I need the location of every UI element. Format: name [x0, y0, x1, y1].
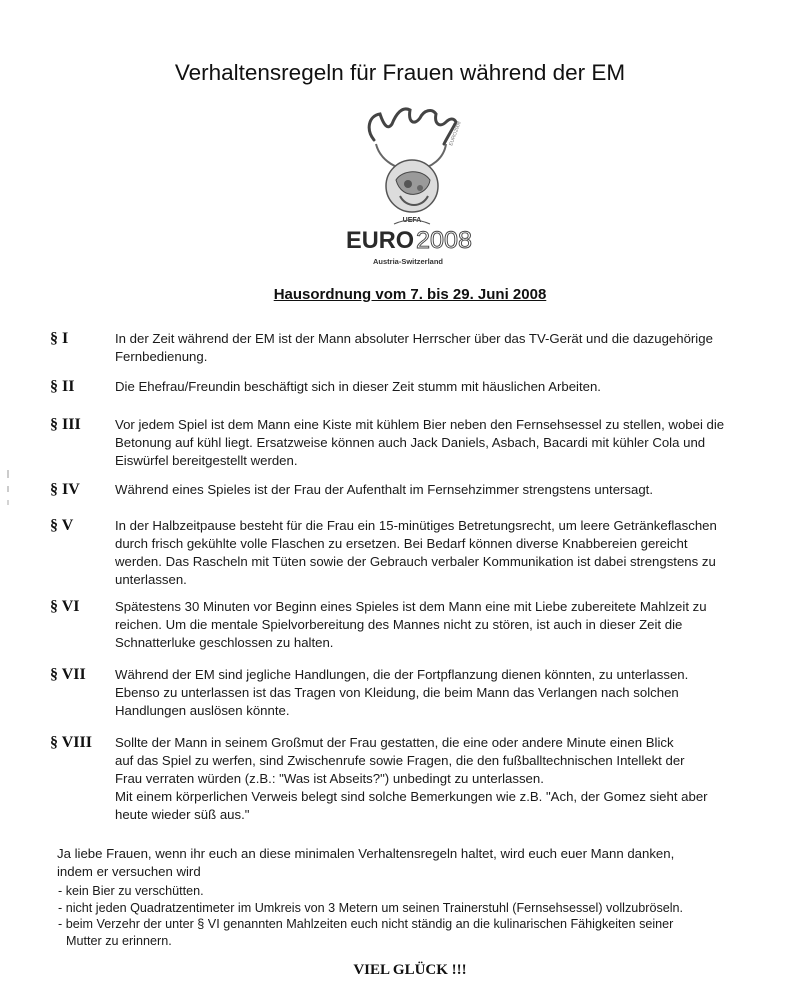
rule-line: Die Ehefrau/Freundin beschäftigt sich in dieser Zeit stumm mit häuslichen Arbeiten. — [115, 379, 601, 394]
section-heading: Hausordnung vom 7. bis 29. Juni 2008 — [273, 286, 547, 303]
rule-section-number: § VI — [50, 598, 80, 615]
closing-line: indem er versuchen wird — [57, 864, 201, 879]
bullet-item-continuation: Mutter zu erinnern. — [66, 933, 172, 948]
rule-line: Handlungen auslösen könnte. — [115, 703, 290, 718]
rule-line: werden. Das Rascheln mit Tüten sowie der Gebrauch verbaler Kommunikation ist dabei strengstens zu — [115, 554, 716, 569]
logo-uefa-text: UEFA — [402, 217, 422, 224]
rule-line: Spätestens 30 Minuten vor Beginn eines Spieles ist dem Mann eine mit Liebe zubereitete Mahlzeit zu — [115, 599, 707, 614]
rule-text — [115, 734, 800, 824]
euro-2008-logo — [336, 100, 486, 268]
rule-line: durch frisch gekühlte volle Flaschen zu ersetzen. Bei Bedarf können diverse Knabbereien gereicht — [115, 536, 688, 551]
rule-line: Betonung auf kühl liegt. Ersatzweise können auch Jack Daniels, Asbach, Bacardi mit kühler Cola und — [115, 435, 706, 450]
rule-text — [115, 330, 800, 366]
rule-text — [115, 416, 800, 470]
logo-flame-icon — [369, 109, 456, 144]
rule-section-number: § VII — [50, 666, 86, 683]
bullet-item: - nicht jeden Quadratzentimeter im Umkreis von 3 Metern um seinen Trainerstuhl (Fernsehsessel) vollzubröseln. — [58, 900, 684, 915]
rule-section-number: § II — [50, 378, 75, 395]
rule-text — [115, 517, 800, 589]
closing-line: Ja liebe Frauen, wenn ihr euch an diese minimalen Verhaltensregeln haltet, wird euch euer Mann danken, — [57, 846, 675, 861]
signoff: VIEL GLÜCK !!! — [353, 962, 467, 978]
rule-line: Ebenso zu unterlassen ist das Tragen von Kleidung, die beim Mann das Verlangen nach solchen — [115, 685, 679, 700]
rule-section-number: § IV — [50, 481, 80, 498]
svg-text:EURO2008: EURO2008 — [448, 120, 463, 147]
bullet-list — [58, 883, 778, 949]
rule-line: Eiswürfel bereitgestellt werden. — [115, 453, 298, 468]
logo-year-text: 2008 — [416, 227, 472, 254]
rule-line: auf das Spiel zu werfen, sind Zwischenrufe sowie Fragen, die den fußballtechnischen Intellekt der — [115, 753, 685, 768]
rule-line: unterlassen. — [115, 572, 187, 587]
rule-line: Sollte der Mann in seinem Großmut der Frau gestatten, die eine oder andere Minute einen Blick — [115, 735, 674, 750]
rule-line: Frau verraten würden (z.B.: "Was ist Abseits?") unbedingt zu unterlassen. — [115, 771, 544, 786]
rule-text — [115, 598, 800, 652]
rule-section-number: § VIII — [50, 734, 92, 751]
rule-section-number: § III — [50, 416, 81, 433]
rule-text — [115, 481, 800, 499]
rule-line: Vor jedem Spiel ist dem Mann eine Kiste mit kühlem Bier neben den Fernsehsessel zu stellen, wobei die — [115, 417, 725, 432]
rule-line: Während eines Spieles ist der Frau der Aufenthalt im Fernsehzimmer strengstens untersagt. — [115, 482, 654, 497]
rule-text — [115, 666, 800, 720]
rule-text — [115, 378, 800, 396]
rule-line: heute wieder süß aus." — [115, 807, 250, 822]
rule-line: In der Zeit während der EM ist der Mann absoluter Herrscher über das TV-Gerät und die dazugehörige — [115, 331, 713, 346]
rule-line: Fernbedienung. — [115, 349, 208, 364]
rule-line: Schnatterluke geschlossen zu halten. — [115, 635, 334, 650]
rule-line: reichen. Um die mentale Spielvorbereitung des Mannes nicht zu stören, ist auch in dieser Zeit die — [115, 617, 683, 632]
closing-paragraph — [57, 845, 777, 881]
bullet-item: - kein Bier zu verschütten. — [58, 884, 204, 898]
bullet-item: - beim Verzehr der unter § VI genannten Mahlzeiten euch nicht ständig an die kulinarischen Fähigkeiten seiner — [58, 917, 674, 931]
rule-line: Während der EM sind jegliche Handlungen, die der Fortpflanzung dienen könnten, zu unterlassen. — [115, 667, 689, 682]
rule-section-number: § V — [50, 517, 74, 534]
rule-line: Mit einem körperlichen Verweis belegt sind solche Bemerkungen wie z.B. "Ach, der Gomez sieht aber — [115, 789, 708, 804]
logo-host-text: Austria-Switzerland — [372, 257, 444, 266]
logo-euro-text: EURO — [346, 227, 414, 254]
document-title: Verhaltensregeln für Frauen während der EM — [174, 60, 626, 85]
rule-line: In der Halbzeitpause besteht für die Frau ein 15-minütiges Betretungsrecht, um leere Getränkeflaschen — [115, 518, 717, 533]
rule-section-number: § I — [50, 330, 69, 347]
